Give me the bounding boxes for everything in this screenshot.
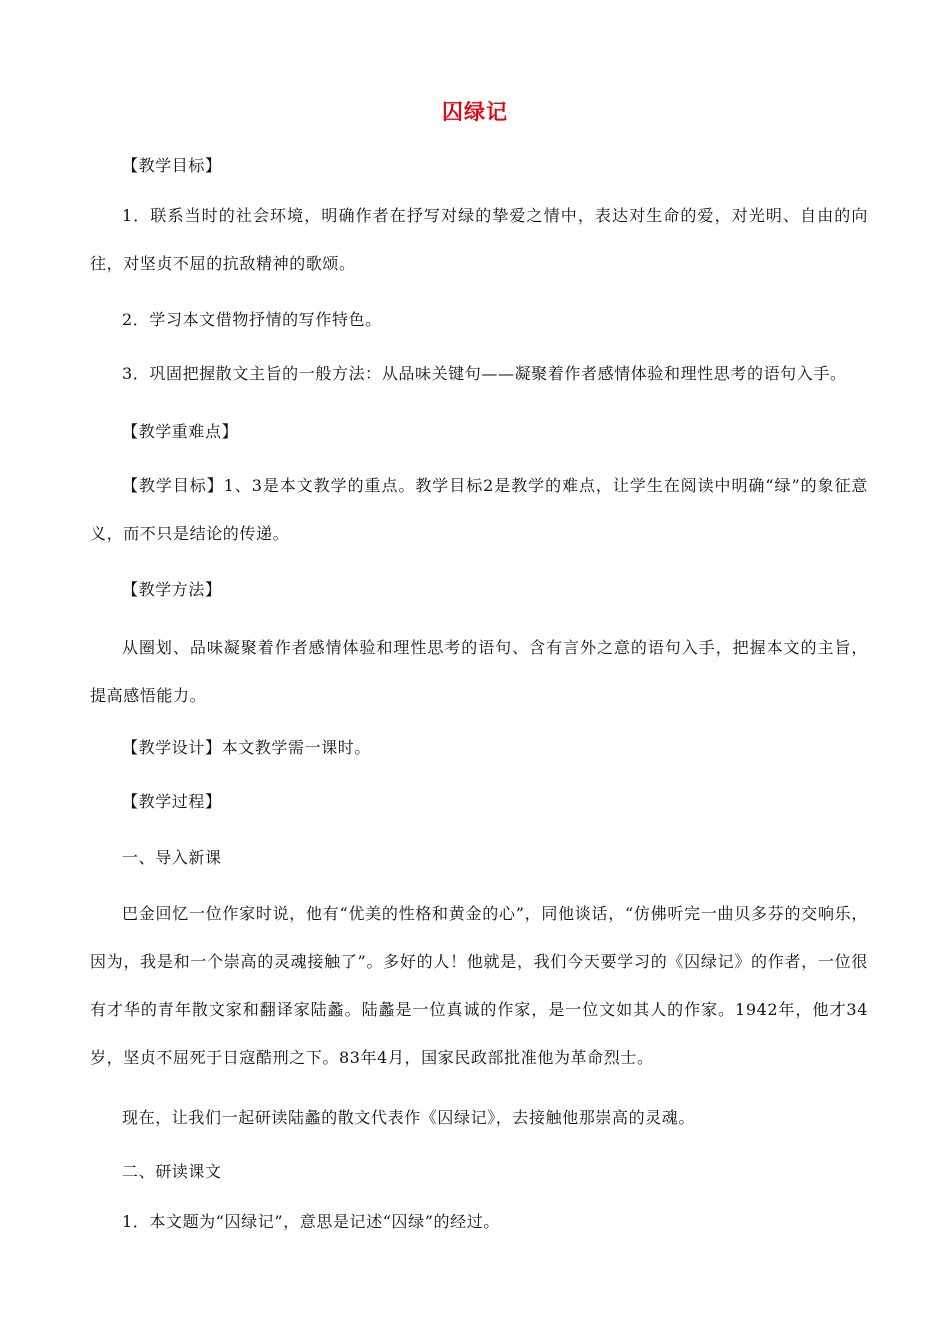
heading-key-points: 【教学重难点】 bbox=[122, 422, 239, 441]
introduction-text: 巴金回忆一位作家时说，他有“优美的性格和黄金的心”，同他谈话，“仿佛听完一曲贝多芬的交响乐，因为，我是和一个崇高的灵魂接触了”。多好的人！他就是，我们今天要学习的《囚绿记》的作者，一位很有才华的青年散文家和翻译家陆蠡。陆蠡是一位真诚的作家，是一位文如其人的作家。1942年，他才34岁，坚贞不屈死于日寇酷刑之下。83年4月，国家民政部批准他为革命烈士。 bbox=[90, 904, 868, 1067]
objective-2: 2．学习本文借物抒情的写作特色。 bbox=[122, 310, 382, 329]
objective-3: 3．巩固把握散文主旨的一般方法：从品味关键句——凝聚着作者感情体验和理性思考的语句入手。 bbox=[122, 364, 847, 383]
key-points-text: 【教学目标】1、3是本文教学的重点。教学目标2是教学的难点，让学生在阅读中明确“绿”的象征意义，而不只是结论的传递。 bbox=[90, 476, 868, 543]
section-reading: 二、研读课文 bbox=[122, 1162, 222, 1181]
reading-item-1: 1．本文题为“囚绿记”，意思是记述“囚绿”的经过。 bbox=[122, 1212, 500, 1231]
heading-teaching-process: 【教学过程】 bbox=[122, 792, 222, 811]
objective-1: 1．联系当时的社会环境，明确作者在抒写对绿的挚爱之情中，表达对生命的爱，对光明、自由的向往，对坚贞不屈的抗敌精神的歌颂。 bbox=[90, 206, 868, 273]
section-introduction: 一、导入新课 bbox=[122, 848, 222, 867]
heading-teaching-method: 【教学方法】 bbox=[122, 580, 222, 599]
teaching-method-text: 从圈划、品味凝聚着作者感情体验和理性思考的语句、含有言外之意的语句入手，把握本文的主旨，提高感悟能力。 bbox=[90, 638, 868, 705]
teaching-design-text: 【教学设计】本文教学需一课时。 bbox=[122, 738, 372, 757]
heading-teaching-objectives: 【教学目标】 bbox=[122, 156, 222, 175]
introduction-closing: 现在，让我们一起研读陆蠡的散文代表作《囚绿记》，去接触他那崇高的灵魂。 bbox=[122, 1108, 696, 1127]
document-title: 囚绿记 bbox=[442, 100, 508, 124]
